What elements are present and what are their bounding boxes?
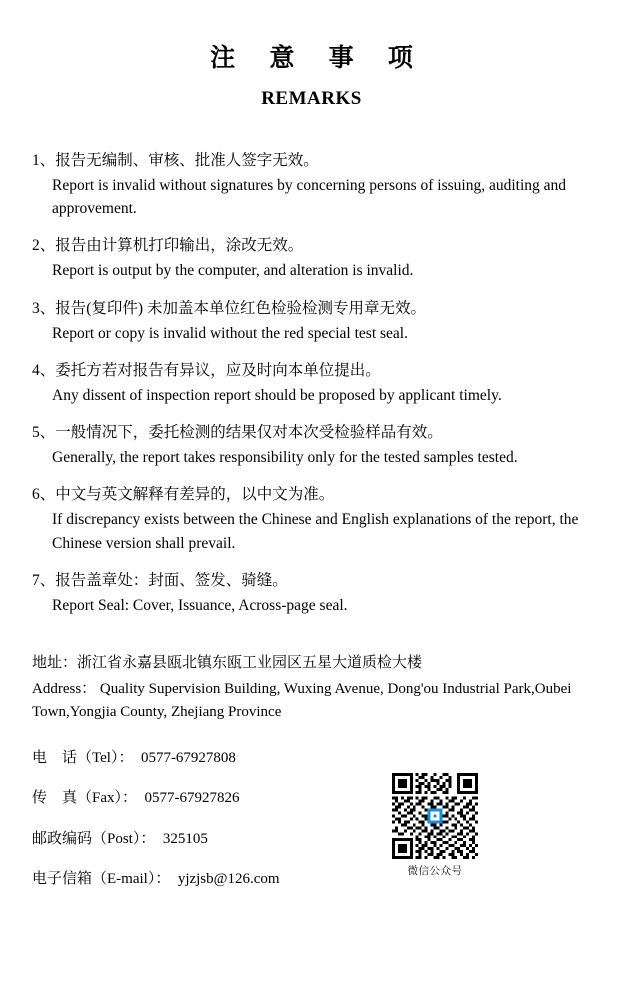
remark-text-en: Report is output by the computer, and alteration is invalid. [52,262,414,280]
remark-text-cn: 5、一般情况下，委托检测的结果仅对本次受检验样品有效。 [32,424,443,442]
remark-text-en: Generally, the report takes responsibility only for the tested samples tested. [52,449,518,467]
page-title-en: REMARKS [261,88,362,109]
remark-item [32,234,591,282]
remark-text-cn: 1、报告无编制、审核、批准人签字无效。 [32,151,319,169]
contact-rows [32,747,392,891]
address-cn: 地址：浙江省永嘉县瓯北镇东瓯工业园区五星大道质检大楼 [32,655,423,672]
qr-code-block [389,773,481,878]
remark-text-cn: 4、委托方若对报告有异议，应及时向本单位提出。 [32,361,381,379]
remark-text-en: Report Seal: Cover, Issuance, Across-page seal. [52,596,348,614]
address-en: Address： Quality Supervision Building, Wuxing Avenue, Dong'ou Industrial Park,Oubei Town,Yongjia County, Zhejiang Province [32,681,572,721]
remark-item [32,483,591,555]
remark-text-en: Report or copy is invalid without the red special test seal. [52,324,408,342]
contact-tel: 电 话（Tel）： 0577-67927808 [32,749,236,766]
page-title-cn: 注 意 事 项 [210,45,427,72]
remark-item [32,297,591,345]
remark-item [32,149,591,221]
contact-fax: 传 真（Fax）： 0577-67927826 [32,790,240,807]
remark-item [32,359,591,407]
remarks-list [24,149,599,617]
remark-text-en: If discrepancy exists between the Chinese and English explanations of the report, the Chinese version shall prevail. [52,511,579,552]
contact-block [24,651,599,891]
remark-item [32,569,591,617]
remark-text-cn: 3、报告(复印件) 未加盖本单位红色检验检测专用章无效。 [32,299,426,317]
qr-code-icon [392,773,478,859]
contact-email: 电子信箱（E-mail）： yjzjsb@126.com [32,871,280,888]
remark-text-en: Report is invalid without signatures by concerning persons of issuing, auditing and approvement. [52,176,567,218]
remark-text-cn: 6、中文与英文解释有差异的，以中文为准。 [32,486,335,504]
remark-item [32,421,591,469]
remark-text-cn: 7、报告盖章处：封面、签发、骑缝。 [32,571,288,589]
contact-post: 邮政编码（Post）： 325105 [32,830,208,847]
qr-caption: 微信公众号 [407,866,463,878]
remark-text-en: Any dissent of inspection report should be proposed by applicant timely. [52,386,502,404]
remark-text-cn: 2、报告由计算机打印输出，涂改无效。 [32,237,304,255]
